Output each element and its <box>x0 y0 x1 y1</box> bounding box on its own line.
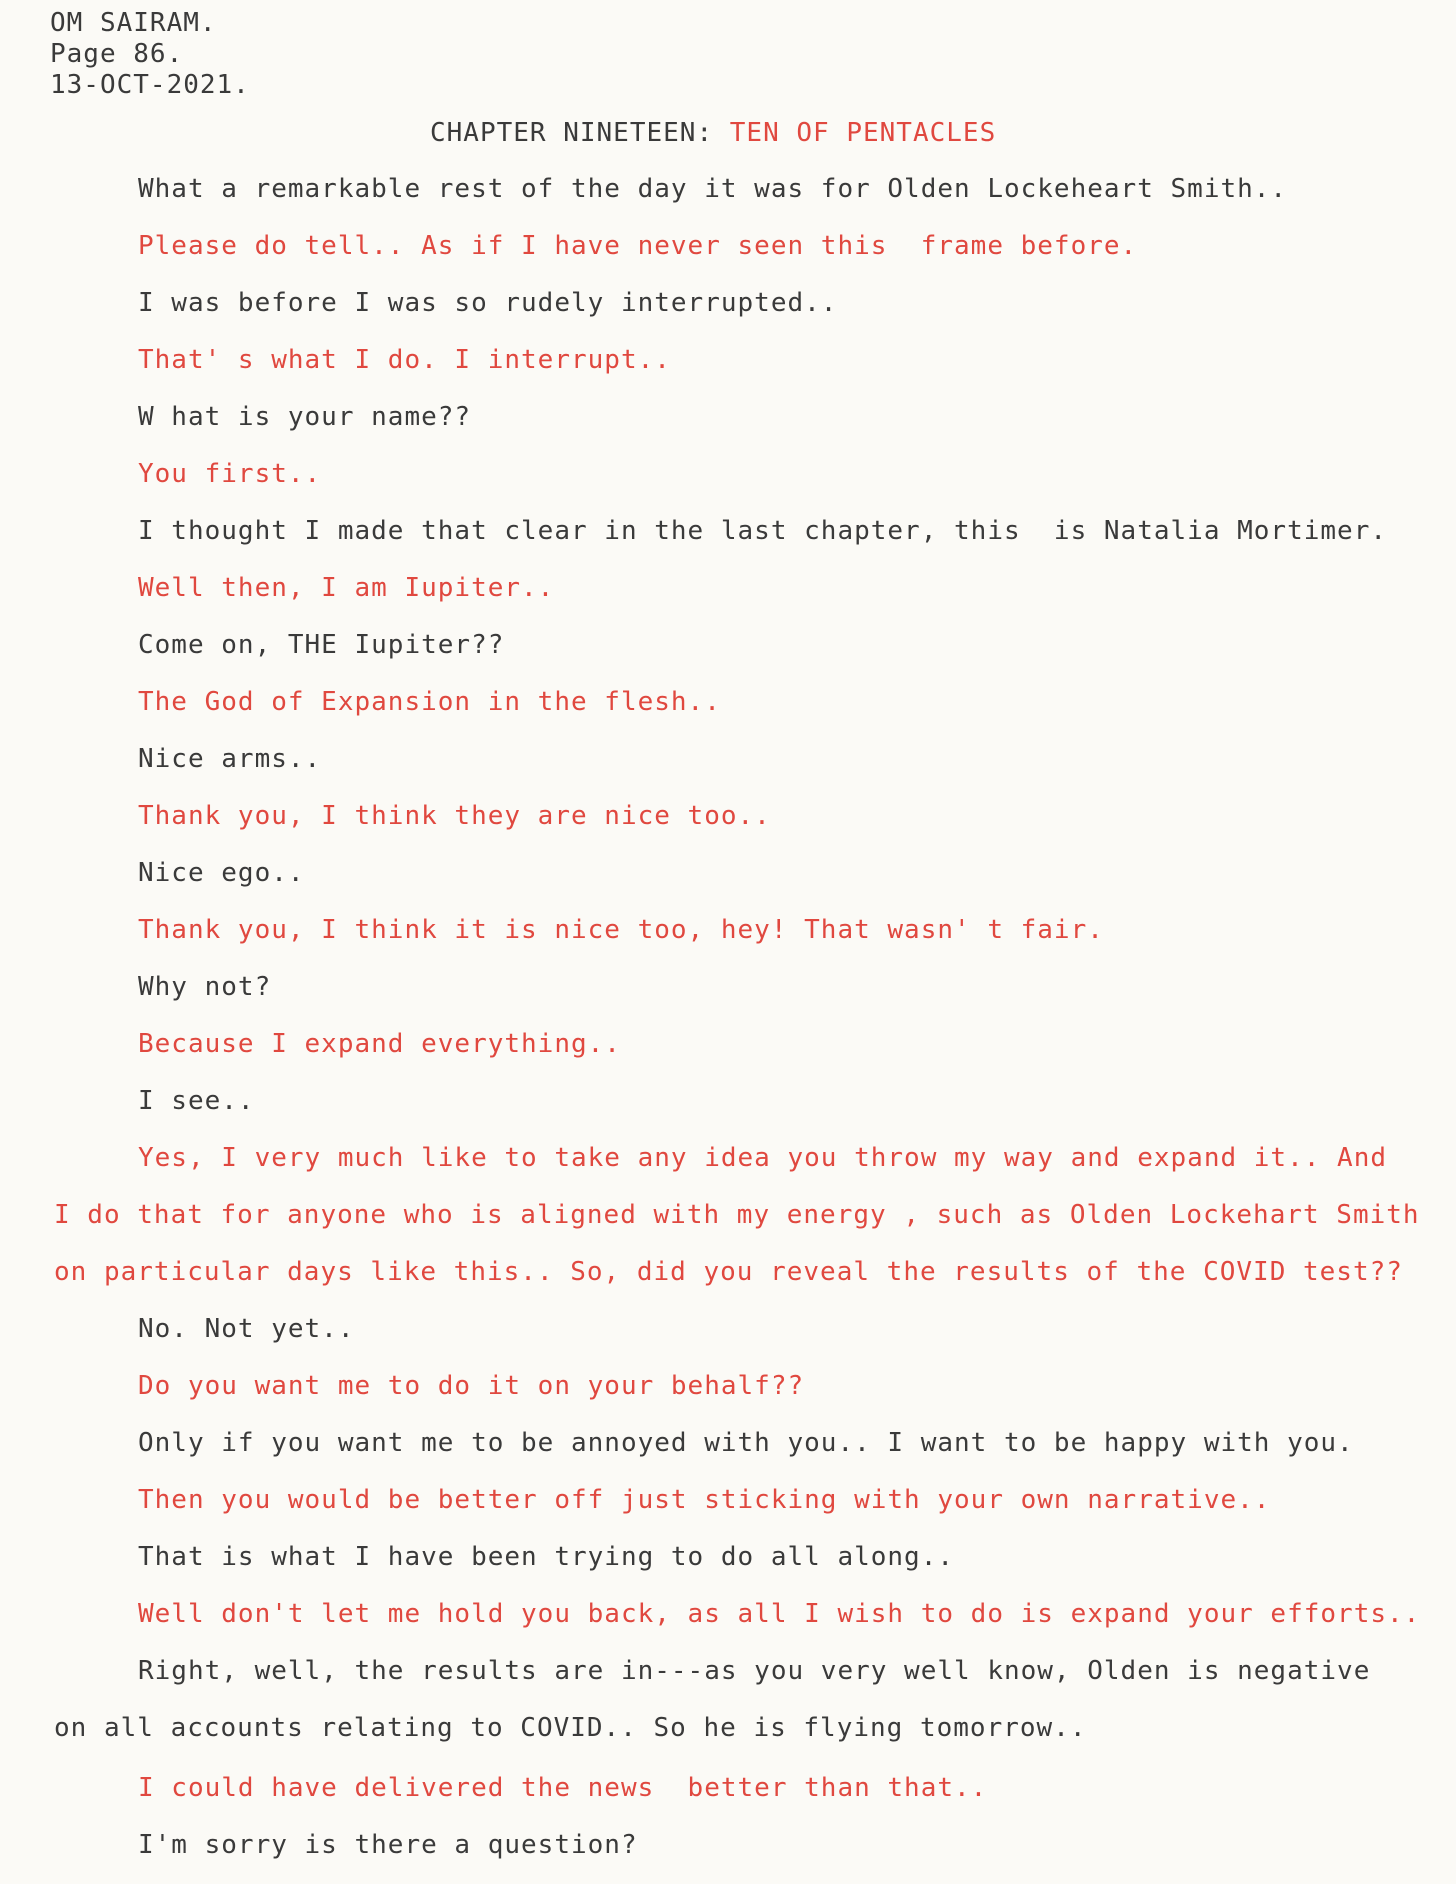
chapter-title <box>430 118 996 148</box>
text-line: on particular days like this.. So, did you reveal the results of the COVID test?? <box>54 1257 1403 1287</box>
chapter-name: TEN OF PENTACLES <box>729 118 997 148</box>
text-line: I see.. <box>138 1086 255 1116</box>
text-line: Yes, I very much like to take any idea you throw my way and expand it.. And <box>138 1143 1387 1173</box>
text-line: Do you want me to do it on your behalf?? <box>138 1371 805 1401</box>
text-line: No. Not yet.. <box>138 1314 355 1344</box>
header-invocation: OM SAIRAM. <box>50 8 217 38</box>
text-line: Well don't let me hold you back, as all I wish to do is expand your efforts.. <box>138 1599 1421 1629</box>
text-line: Then you would be better off just sticking with your own narrative.. <box>138 1485 1271 1515</box>
text-line: I was before I was so rudely interrupted.. <box>138 288 838 318</box>
text-line: I'm sorry is there a question? <box>138 1830 638 1860</box>
text-line: W hat is your name?? <box>138 402 472 432</box>
chapter-number: CHAPTER NINETEEN: <box>430 118 730 148</box>
text-line: Only if you want me to be annoyed with you.. I want to be happy with you. <box>138 1428 1354 1458</box>
text-line: That is what I have been trying to do all along.. <box>138 1542 955 1572</box>
text-line: I thought I made that clear in the last chapter, this is Natalia Mortimer. <box>138 516 1387 546</box>
text-line: I do that for anyone who is aligned with my energy , such as Olden Lockehart Smith <box>54 1200 1420 1230</box>
text-line: Right, well, the results are in---as you very well know, Olden is negative <box>138 1656 1371 1686</box>
page-date: 13-OCT-2021. <box>50 70 250 100</box>
text-line: on all accounts relating to COVID.. So he is flying tomorrow.. <box>54 1713 1087 1743</box>
text-line: Come on, THE Iupiter?? <box>138 630 505 660</box>
text-line: Nice arms.. <box>138 744 322 774</box>
page-number: Page 86. <box>50 39 184 69</box>
text-line: Thank you, I think it is nice too, hey! That wasn' t fair. <box>138 915 1104 945</box>
text-line: That' s what I do. I interrupt.. <box>138 345 671 375</box>
text-line: Thank you, I think they are nice too.. <box>138 801 771 831</box>
text-line: Nice ego.. <box>138 858 305 888</box>
text-line: Because I expand everything.. <box>138 1029 621 1059</box>
text-line: Well then, I am Iupiter.. <box>138 573 555 603</box>
text-line: I could have delivered the news better than that.. <box>138 1773 988 1803</box>
page-header <box>50 8 250 101</box>
text-line: Please do tell.. As if I have never seen this frame before. <box>138 231 1138 261</box>
text-line: You first.. <box>138 459 322 489</box>
text-line: Why not? <box>138 972 272 1002</box>
text-line: What a remarkable rest of the day it was for Olden Lockeheart Smith.. <box>138 174 1288 204</box>
text-line: The God of Expansion in the flesh.. <box>138 687 721 717</box>
